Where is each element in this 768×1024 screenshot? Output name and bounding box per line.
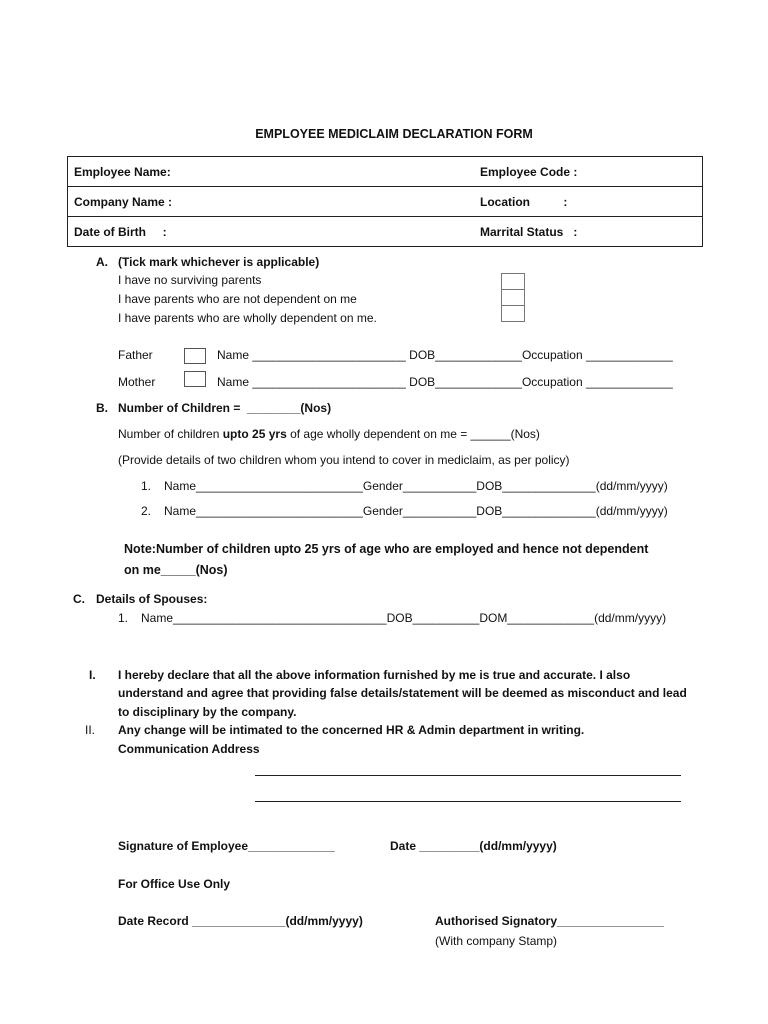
employee-details-table (67, 156, 703, 247)
form-title: EMPLOYEE MEDICLAIM DECLARATION FORM (255, 127, 533, 141)
declaration-2-number: II. (85, 723, 96, 737)
child-2-number: 2. (141, 504, 152, 518)
address-line-1[interactable] (255, 775, 681, 776)
spouse-1-fields: Name________________________________DOB__________DOM_____________(dd/mm/yyyy) (141, 611, 667, 625)
child-1-number: 1. (141, 479, 152, 493)
dependent-children-line (118, 427, 540, 441)
dependent-age-limit: upto 25 yrs (222, 427, 287, 441)
dependent-prefix: Number of children (118, 427, 223, 441)
spouse-1-number: 1. (118, 611, 129, 625)
table-row (68, 217, 703, 247)
communication-address-label: Communication Address (118, 742, 260, 756)
mother-fields: Name _______________________ DOB_____________Occupation _____________ (217, 375, 673, 389)
authorised-signatory-field: Authorised Signatory________________ (435, 914, 664, 928)
option-no-parents: I have no surviving parents (118, 273, 262, 287)
note-line-1: Note:Number of children upto 25 yrs of age who are employed and hence not dependent (124, 542, 649, 556)
date-record-field: Date Record ______________(dd/mm/yyyy) (118, 914, 363, 928)
section-c-heading: Details of Spouses: (96, 592, 208, 606)
signature-field: Signature of Employee_____________ (118, 839, 335, 853)
father-label: Father (118, 348, 153, 362)
father-checkbox[interactable] (184, 348, 206, 364)
declaration-1-line-3: to disciplinary by the company. (118, 705, 297, 719)
checkbox-parents-dependent[interactable] (501, 305, 525, 322)
company-stamp-note: (With company Stamp) (435, 934, 558, 948)
section-a-marker: A. (96, 255, 108, 269)
employee-code-label: Employee Code : (474, 157, 703, 187)
table-row (68, 157, 703, 187)
checkbox-no-parents[interactable] (501, 273, 525, 290)
option-parents-dependent: I have parents who are wholly dependent on me. (118, 311, 377, 325)
child-1-fields: Name_________________________Gender___________DOB______________(dd/mm/yyyy) (164, 479, 668, 493)
mother-checkbox[interactable] (184, 371, 206, 387)
option-parents-not-dependent: I have parents who are not dependent on me (118, 292, 357, 306)
children-details-note: (Provide details of two children whom you intend to cover in mediclaim, as per policy) (118, 453, 570, 467)
office-use-heading: For Office Use Only (118, 877, 231, 891)
number-of-children-field: Number of Children = ________(Nos) (118, 401, 332, 415)
declaration-1-line-1: I hereby declare that all the above information furnished by me is true and accurate. I also (118, 668, 631, 682)
company-name-label: Company Name : (68, 187, 475, 217)
section-b-marker: B. (96, 401, 108, 415)
declaration-1-line-2: understand and agree that providing false details/statement will be deemed as misconduct and lead (118, 686, 687, 700)
father-fields: Name _______________________ DOB_____________Occupation _____________ (217, 348, 673, 362)
employee-name-label: Employee Name: (68, 157, 475, 187)
address-line-2[interactable] (255, 801, 681, 802)
location-label: Location : (474, 187, 703, 217)
section-a-heading: (Tick mark whichever is applicable) (118, 255, 320, 269)
child-2-fields: Name_________________________Gender___________DOB______________(dd/mm/yyyy) (164, 504, 668, 518)
section-c-marker: C. (73, 592, 85, 606)
declaration-2-line-1: Any change will be intimated to the concerned HR & Admin department in writing. (118, 723, 585, 737)
date-of-birth-label: Date of Birth : (68, 217, 475, 247)
mother-label: Mother (118, 375, 156, 389)
marital-status-label: Marrital Status : (474, 217, 703, 247)
declaration-1-number: I. (89, 668, 96, 682)
date-field: Date _________(dd/mm/yyyy) (390, 839, 557, 853)
note-line-2: on me_____(Nos) (124, 563, 228, 577)
dependent-suffix: of age wholly dependent on me = ______(Nos) (286, 427, 540, 441)
checkbox-parents-not-dependent[interactable] (501, 289, 525, 306)
table-row (68, 187, 703, 217)
